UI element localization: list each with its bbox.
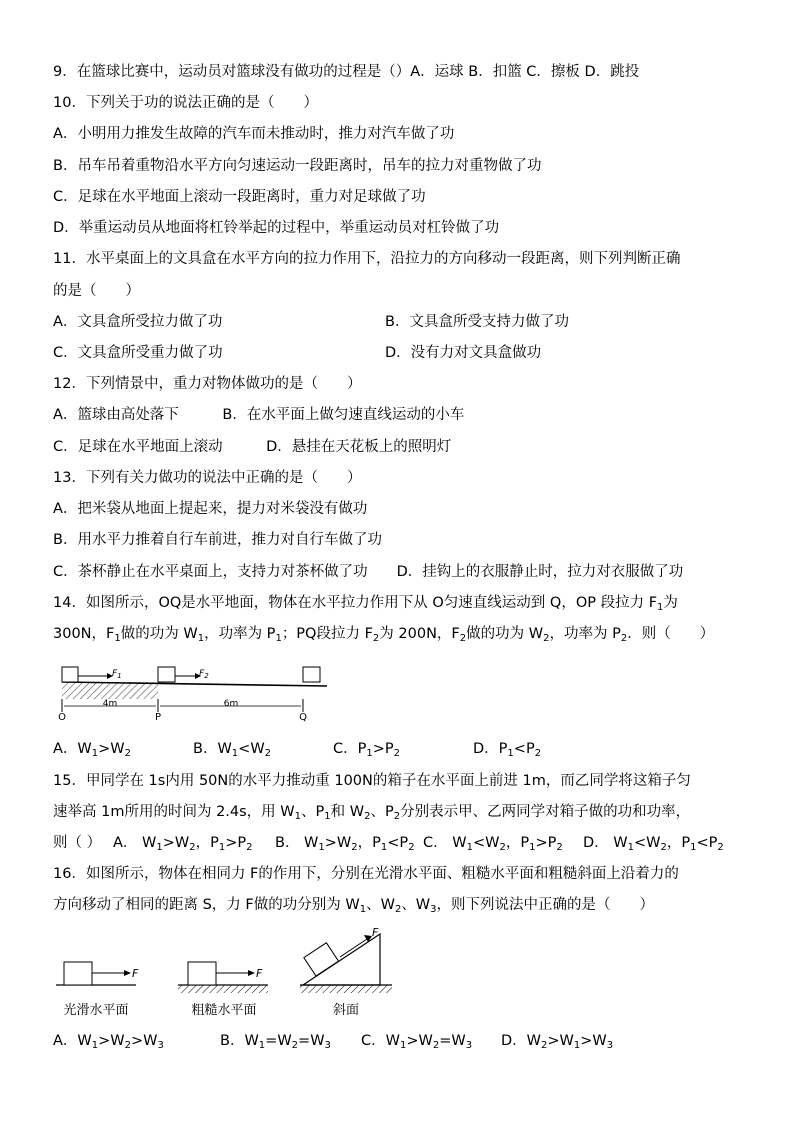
t: ；PQ段拉力 F — [281, 626, 373, 642]
sub: 2 — [543, 633, 550, 644]
incline-force-arrow — [340, 939, 367, 957]
q15-option-d: D． $W_1<W_2$，$P_1<P_2$ — [583, 835, 724, 853]
t: D． — [501, 1033, 527, 1049]
block-o — [62, 667, 78, 682]
smooth-f-label: F — [132, 967, 139, 980]
t: C． — [361, 1033, 386, 1049]
t: ，功率为 P — [549, 626, 621, 642]
q16-line1: 16．如图所示，物体在相同力 F的作用下，分别在光滑水平面、粗糙水平面和粗糙斜面上沿着力的 — [53, 866, 679, 882]
t: A． — [53, 1033, 78, 1049]
q15-option-b: B． $W_1>W_2$，$P_1<P_2$ — [275, 835, 415, 853]
t: A． — [53, 741, 78, 757]
t: B． — [220, 1033, 245, 1049]
q16-option-d: D．$W_2>W_1>W_3$ — [501, 1033, 614, 1051]
label-q: Q — [299, 712, 307, 722]
q10-option-b: B．吊车吊着重物沿水平方向匀速运动一段距离时，吊车的拉力对重物做了功 — [53, 158, 542, 174]
t: < — [513, 741, 526, 757]
q15-line3 — [53, 834, 724, 853]
q11-option-d: D．没有力对文具盒做功 — [385, 345, 542, 361]
q14-option-d — [473, 740, 541, 758]
t: 和 W — [330, 804, 365, 820]
q12-stem: 12．下列情景中，重力对物体做功的是（ ） — [53, 376, 362, 392]
t: P — [498, 741, 508, 757]
t: > — [372, 741, 385, 757]
q12-options-cd: C．足球在水平地面上滚动 D．悬挂在天花板上的照明灯 — [53, 439, 452, 455]
sub: 1 — [91, 748, 99, 759]
sub: 1 — [197, 633, 205, 644]
sub: 1 — [275, 633, 282, 644]
t: 则（ ） — [53, 835, 102, 851]
t: 速举高 1m所用的时间为 2.4s，用 W — [53, 804, 295, 820]
label-p: P — [154, 712, 162, 722]
sub: 1 — [324, 811, 331, 822]
q16-figure — [50, 926, 400, 1021]
q11-stem-line1: 11．水平桌面上的文具盒在水平方向的拉力作用下，沿拉力的方向移动一段距离，则下列判断正确 — [53, 251, 681, 267]
q16-option-a: A．$W_1>W_2>W_3$ — [53, 1033, 164, 1051]
q14-option-b — [193, 740, 271, 758]
q15-option-a: A． $W_1>W_2$，$P_1>P_2$ — [113, 835, 253, 853]
sub: 1 — [507, 748, 514, 759]
t: W — [217, 741, 232, 757]
t: ，则下列说法中正确的是（ ） — [436, 897, 655, 913]
q16-option-c: C．$W_1>W_2=W_3$ — [361, 1033, 473, 1051]
t: ．则（ ） — [627, 626, 715, 642]
q11-stem-line2: 的是（ ） — [53, 283, 140, 299]
sub: 2 — [459, 633, 467, 644]
t: W — [77, 741, 92, 757]
t: W — [250, 741, 265, 757]
q14-option-a — [53, 740, 131, 758]
rough-f-label: F — [256, 967, 263, 980]
t: 方向移动了相同的距离 S，力 F做的功分别为 W — [53, 897, 360, 913]
q9-text: 9．在篮球比赛中，运动员对篮球没有做功的过程是（）A．运球 B．扣篮 C．擦板 D．跳投 — [53, 64, 640, 80]
t: W — [110, 741, 125, 757]
sub: 2 — [393, 811, 401, 822]
t: P — [525, 741, 535, 757]
t: > — [98, 741, 111, 757]
sub: 2 — [124, 748, 132, 759]
q13-option-a: A．把米袋从地面上提起来，提力对米袋没有做功 — [53, 501, 368, 517]
q14-s1-tail: 为 — [663, 595, 678, 611]
dim-op-label: 4m — [102, 699, 118, 709]
q11-option-b: B．文具盒所受支持力做了功 — [385, 314, 569, 330]
incline-arrowhead — [364, 935, 372, 942]
q15-line1: 15．甲同学在 1s内用 50N的水平力推动重 100N的箱子在水平面上前进 1m，而乙同学将这箱子匀 — [53, 773, 691, 789]
t: 、P — [301, 804, 325, 820]
f1-label: $F_1$ — [112, 669, 122, 680]
q16-option-b: B．$W_1=W_2=W_3$ — [220, 1033, 331, 1051]
t: B． — [193, 741, 218, 757]
incline-hatch — [300, 985, 392, 993]
rough-arrowhead — [248, 970, 255, 976]
q13-options-cd: C．茶杯静止在水平桌面上，支持力对茶杯做了功 D．挂钩上的衣服静止时，拉力对衣服做了功 — [53, 564, 684, 580]
f2-label: $F_2$ — [199, 669, 209, 680]
sub: 1 — [231, 748, 239, 759]
q11-options-row1 — [53, 313, 569, 331]
sub: 1 — [366, 748, 373, 759]
q14-s1: 14．如图所示，OQ是水平地面，物体在水平拉力作用下从 O匀速直线运动到 Q，OP 段拉力 F — [53, 595, 658, 611]
sub: 2 — [534, 748, 542, 759]
q10-option-d: D．举重运动员从地面将杠铃举起的过程中，举重运动员对杠铃做了功 — [53, 220, 500, 236]
smooth-label: 光滑水平面 — [63, 1003, 129, 1018]
q13-stem: 13．下列有关力做功的说法中正确的是（ ） — [53, 470, 362, 486]
q15-option-c: C． $W_1<W_2$，$P_1>P_2$ — [423, 835, 563, 853]
q14-stem-line1 — [53, 594, 678, 612]
t: P — [357, 741, 367, 757]
q14-option-c — [333, 740, 400, 758]
q11-option-c: C．文具盒所受重力做了功 — [53, 345, 223, 361]
t: 做的功为 W — [120, 626, 198, 642]
q11-option-a: A．文具盒所受拉力做了功 — [53, 314, 223, 330]
sub: 2 — [393, 748, 401, 759]
q15-line2 — [53, 803, 690, 821]
t: C． — [333, 741, 358, 757]
rough-hatch — [178, 985, 268, 993]
block-p — [158, 667, 175, 682]
sub: 1 — [294, 811, 302, 822]
dim-pq-label: 6m — [223, 699, 239, 709]
q14-stem-line2 — [53, 625, 714, 643]
sub: 2 — [364, 811, 371, 822]
q10-stem: 10．下列关于功的说法正确的是（ ） — [53, 95, 318, 111]
t: 分别表示甲、乙两同学对箱子做的功和功率， — [400, 804, 691, 820]
t: 为 200N，F — [379, 626, 460, 642]
q10-option-a: A．小明用力推发生故障的汽车而未推动时，推力对汽车做了功 — [53, 126, 455, 142]
sub: 2 — [264, 748, 272, 759]
q13-option-b: B．用水平力推着自行车前进，推力对自行车做了功 — [53, 532, 382, 548]
sub: 2 — [372, 633, 380, 644]
t: < — [238, 741, 251, 757]
q16-line2: 方向移动了相同的距离 S，力 F做的功分别为 $W_1$、$W_2$、$W_3$，则下列说法中正确的是（ ） — [53, 897, 655, 915]
label-o: O — [58, 712, 66, 722]
q11-options-row2 — [53, 344, 542, 362]
rough-block — [188, 962, 216, 985]
q14-figure — [55, 660, 330, 722]
t: D． — [473, 741, 499, 757]
incline-label: 斜面 — [332, 1003, 360, 1018]
rough-label: 粗糙水平面 — [191, 1003, 257, 1018]
t: ，功率为 P — [204, 626, 276, 642]
smooth-block — [64, 962, 92, 985]
q10-option-c: C．足球在水平地面上滚动一段距离时，重力对足球做了功 — [53, 189, 426, 205]
hatched-ground — [62, 682, 158, 699]
block-q — [303, 667, 320, 682]
sub: 1 — [657, 602, 664, 613]
smooth-arrowhead — [124, 970, 131, 976]
t: P — [384, 741, 394, 757]
t: 300N，F — [53, 626, 115, 642]
incline-block — [304, 943, 339, 976]
t: 做的功为 W — [466, 626, 544, 642]
sub: 1 — [114, 633, 121, 644]
t: 、P — [370, 804, 394, 820]
q12-options-ab: A．篮球由高处落下 B．在水平面上做匀速直线运动的小车 — [53, 407, 465, 423]
incline-f-label: F — [372, 926, 379, 939]
sub: 2 — [620, 633, 628, 644]
